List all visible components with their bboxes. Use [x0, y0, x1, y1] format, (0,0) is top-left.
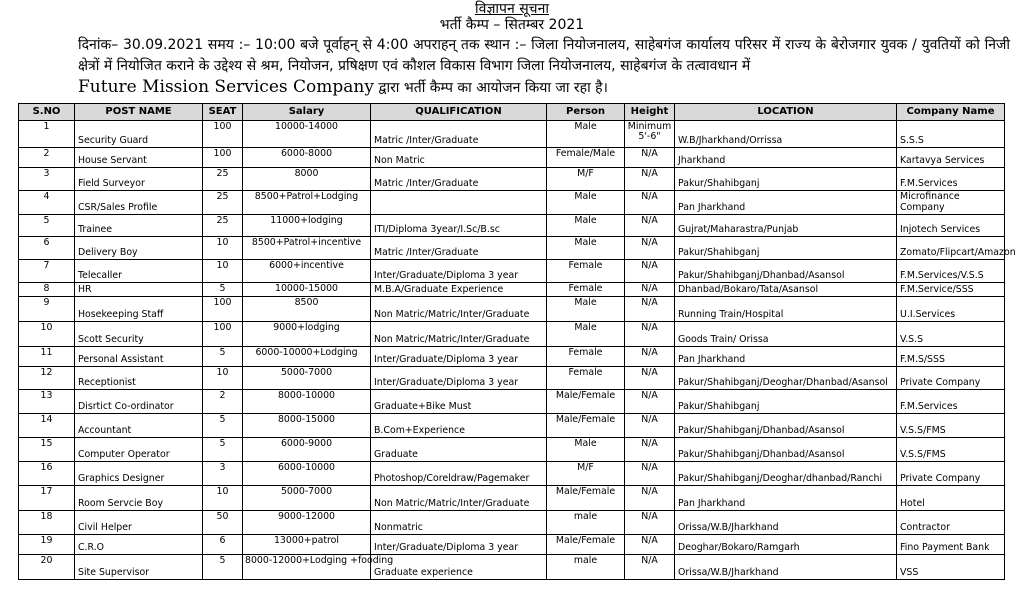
vacancy-table — [18, 103, 1016, 580]
table-row — [19, 555, 1005, 580]
cell-person: Male — [547, 121, 625, 148]
cell-sno: 11 — [19, 347, 75, 367]
cell-company-name: F.M.Service/SSS — [897, 283, 1005, 297]
cell-person: Female — [547, 283, 625, 297]
cell-location: W.B/Jharkhand/Orrissa — [675, 121, 897, 148]
header-qualification: QUALIFICATION — [371, 104, 547, 121]
cell-person: male — [547, 555, 625, 580]
table-row — [19, 297, 1005, 322]
cell-qualification: Matric /Inter/Graduate — [371, 121, 547, 148]
cell-height: N/A — [625, 555, 675, 580]
notice-header — [0, 0, 1024, 34]
cell-qualification: Graduate+Bike Must — [371, 390, 547, 414]
cell-company-name: V.S.S/FMS — [897, 414, 1005, 438]
cell-location: Pan Jharkhand — [675, 486, 897, 511]
cell-post-name: Scott Security — [75, 322, 203, 347]
cell-salary: 6000-10000 — [243, 462, 371, 486]
table-row — [19, 535, 1005, 555]
cell-location: Jharkhand — [675, 148, 897, 168]
cell-location: Pan Jharkhand — [675, 347, 897, 367]
cell-sno: 10 — [19, 322, 75, 347]
cell-sno: 6 — [19, 237, 75, 260]
cell-salary: 5000-7000 — [243, 486, 371, 511]
cell-seat: 25 — [203, 215, 243, 237]
cell-location: Pakur/Shahibganj/Dhanbad/Asansol — [675, 414, 897, 438]
cell-location: Dhanbad/Bokaro/Tata/Asansol — [675, 283, 897, 297]
paragraph-text: दिनांक– 30.09.2021 समय :– 10:00 बजे पूर्वाहन् से 4:00 अपराहन् तक स्थान :– जिला नियोजनालय, साहेबगंज कार्यालय परिसर में राज्य के बेरोजगार युवक / युवतियों को निजी क्षेत्रों में नियोजित कराने के उद्देश्य से श्रम, नियोजन, प्रषिक्षण एवं कौशल विकास विभाग जिला नियोजनालय, साहेबगंज के तत्वावधान में — [78, 37, 1010, 74]
cell-seat: 10 — [203, 486, 243, 511]
cell-sno: 20 — [19, 555, 75, 580]
cell-salary: 9000+lodging — [243, 322, 371, 347]
cell-salary: 8000 — [243, 168, 371, 191]
cell-qualification: Nonmatric — [371, 511, 547, 535]
cell-height: N/A — [625, 283, 675, 297]
cell-height: N/A — [625, 237, 675, 260]
cell-person: Female/Male — [547, 148, 625, 168]
cell-person: Male — [547, 438, 625, 462]
cell-sno: 3 — [19, 168, 75, 191]
company-name: Future Mission Services Company — [78, 77, 374, 97]
cell-person: Female — [547, 367, 625, 390]
cell-height: N/A — [625, 148, 675, 168]
cell-location: Deoghar/Bokaro/Ramgarh — [675, 535, 897, 555]
cell-seat: 5 — [203, 283, 243, 297]
cell-seat: 10 — [203, 367, 243, 390]
cell-company-name: VSS — [897, 555, 1005, 580]
cell-sno: 17 — [19, 486, 75, 511]
cell-height: Minimum 5'-6" — [625, 121, 675, 148]
cell-seat: 3 — [203, 462, 243, 486]
cell-sno: 19 — [19, 535, 75, 555]
cell-sno: 2 — [19, 148, 75, 168]
table-row — [19, 511, 1005, 535]
cell-company-name: Private Company — [897, 462, 1005, 486]
cell-sno: 14 — [19, 414, 75, 438]
cell-person: Male/Female — [547, 486, 625, 511]
header-person: Person — [547, 104, 625, 121]
cell-location: Orissa/W.B/Jharkhand — [675, 511, 897, 535]
cell-height: N/A — [625, 414, 675, 438]
cell-qualification: Graduate — [371, 438, 547, 462]
cell-location: Pakur/Shahibganj — [675, 168, 897, 191]
table-row — [19, 486, 1005, 511]
paragraph-tail: द्वारा भर्ती कैम्प का आयोजन किया जा रहा है। — [373, 80, 608, 96]
cell-salary: 5000-7000 — [243, 367, 371, 390]
table-row — [19, 168, 1005, 191]
cell-height: N/A — [625, 347, 675, 367]
cell-qualification: Photoshop/Coreldraw/Pagemaker — [371, 462, 547, 486]
cell-person: Male — [547, 191, 625, 215]
cell-qualification: Matric /Inter/Graduate — [371, 237, 547, 260]
notice-paragraph — [0, 35, 1024, 99]
cell-qualification — [371, 191, 547, 215]
header-location: LOCATION — [675, 104, 897, 121]
cell-qualification: Graduate experience — [371, 555, 547, 580]
cell-qualification: Non Matric — [371, 148, 547, 168]
cell-salary: 8000-12000+Lodging +fooding — [243, 555, 371, 580]
cell-qualification: Non Matric/Matric/Inter/Graduate — [371, 297, 547, 322]
cell-location: Orissa/W.B/Jharkhand — [675, 555, 897, 580]
cell-seat: 5 — [203, 555, 243, 580]
cell-sno: 13 — [19, 390, 75, 414]
cell-location: Pakur/Shahibganj — [675, 237, 897, 260]
cell-sno: 5 — [19, 215, 75, 237]
cell-salary: 8500 — [243, 297, 371, 322]
cell-qualification: ITI/Diploma 3year/I.Sc/B.sc — [371, 215, 547, 237]
cell-sno: 16 — [19, 462, 75, 486]
table-row — [19, 347, 1005, 367]
cell-qualification: Inter/Graduate/Diploma 3 year — [371, 367, 547, 390]
cell-location: Pakur/Shahibganj — [675, 390, 897, 414]
cell-post-name: Accountant — [75, 414, 203, 438]
cell-post-name: House Servant — [75, 148, 203, 168]
table-header-row — [19, 104, 1005, 121]
cell-height: N/A — [625, 511, 675, 535]
table-row — [19, 148, 1005, 168]
cell-person: M/F — [547, 168, 625, 191]
cell-seat: 100 — [203, 148, 243, 168]
table-row — [19, 191, 1005, 215]
cell-location: Pakur/Shahibganj/Dhanbad/Asansol — [675, 260, 897, 283]
cell-salary: 6000+incentive — [243, 260, 371, 283]
cell-company-name: V.S.S/FMS — [897, 438, 1005, 462]
cell-height: N/A — [625, 438, 675, 462]
cell-salary: 8000-15000 — [243, 414, 371, 438]
cell-post-name: Civil Helper — [75, 511, 203, 535]
cell-qualification: Inter/Graduate/Diploma 3 year — [371, 347, 547, 367]
cell-qualification: Non Matric/Matric/Inter/Graduate — [371, 322, 547, 347]
table-body — [19, 121, 1016, 580]
cell-qualification: Non Matric/Matric/Inter/Graduate — [371, 486, 547, 511]
cell-sno: 7 — [19, 260, 75, 283]
table-row — [19, 260, 1005, 283]
cell-company-name: Zomato/Flipcart/Amazon — [897, 237, 1005, 260]
cell-post-name: Computer Operator — [75, 438, 203, 462]
header-salary: Salary — [243, 104, 371, 121]
cell-location: Pakur/Shahibganj/Deoghar/dhanbad/Ranchi — [675, 462, 897, 486]
cell-location: Goods Train/ Orissa — [675, 322, 897, 347]
cell-salary: 9000-12000 — [243, 511, 371, 535]
cell-location: Gujrat/Maharastra/Punjab — [675, 215, 897, 237]
cell-salary: 10000-14000 — [243, 121, 371, 148]
table-row — [19, 438, 1005, 462]
cell-location: Pan Jharkhand — [675, 191, 897, 215]
cell-location: Pakur/Shahibganj/Dhanbad/Asansol — [675, 438, 897, 462]
cell-height: N/A — [625, 297, 675, 322]
cell-person: Female — [547, 260, 625, 283]
cell-company-name: S.S.S — [897, 121, 1005, 148]
cell-salary: 11000+lodging — [243, 215, 371, 237]
cell-seat: 25 — [203, 168, 243, 191]
cell-post-name: HR — [75, 283, 203, 297]
cell-qualification: Matric /Inter/Graduate — [371, 168, 547, 191]
notice-subtitle: भर्ती कैम्प – सितम्बर 2021 — [439, 17, 585, 33]
cell-post-name: Security Guard — [75, 121, 203, 148]
cell-salary: 6000-8000 — [243, 148, 371, 168]
cell-post-name: Trainee — [75, 215, 203, 237]
cell-person: Male/Female — [547, 390, 625, 414]
cell-seat: 5 — [203, 414, 243, 438]
table-row — [19, 283, 1005, 297]
table-row — [19, 462, 1005, 486]
cell-salary: 13000+patrol — [243, 535, 371, 555]
table-row — [19, 237, 1005, 260]
cell-height: N/A — [625, 260, 675, 283]
cell-qualification: Inter/Graduate/Diploma 3 year — [371, 260, 547, 283]
cell-sno: 8 — [19, 283, 75, 297]
header-post-name: POST NAME — [75, 104, 203, 121]
cell-height: N/A — [625, 390, 675, 414]
header-sno: S.NO — [19, 104, 75, 121]
cell-post-name: C.R.O — [75, 535, 203, 555]
cell-seat: 10 — [203, 260, 243, 283]
cell-person: Male/Female — [547, 414, 625, 438]
table-row — [19, 121, 1005, 148]
cell-company-name: Injotech Services — [897, 215, 1005, 237]
cell-person: Male — [547, 297, 625, 322]
cell-salary: 10000-15000 — [243, 283, 371, 297]
cell-salary: 8500+Patrol+incentive — [243, 237, 371, 260]
cell-qualification: B.Com+Experience — [371, 414, 547, 438]
cell-seat: 2 — [203, 390, 243, 414]
cell-height: N/A — [625, 168, 675, 191]
cell-person: Male — [547, 322, 625, 347]
cell-company-name: Contractor — [897, 511, 1005, 535]
notice-title: विज्ञापन सूचना — [475, 1, 549, 17]
cell-qualification: M.B.A/Graduate Experience — [371, 283, 547, 297]
cell-company-name: F.M.Services — [897, 390, 1005, 414]
cell-company-name: Private Company — [897, 367, 1005, 390]
cell-height: N/A — [625, 535, 675, 555]
header-seat: SEAT — [203, 104, 243, 121]
cell-seat: 100 — [203, 297, 243, 322]
cell-person: Male — [547, 215, 625, 237]
cell-post-name: Receptionist — [75, 367, 203, 390]
cell-company-name: V.S.S — [897, 322, 1005, 347]
cell-qualification: Inter/Graduate/Diploma 3 year — [371, 535, 547, 555]
cell-seat: 5 — [203, 347, 243, 367]
cell-post-name: Field Surveyor — [75, 168, 203, 191]
cell-sno: 12 — [19, 367, 75, 390]
cell-company-name: F.M.Services — [897, 168, 1005, 191]
cell-company-name: Hotel — [897, 486, 1005, 511]
table-row — [19, 215, 1005, 237]
cell-post-name: Room Servcie Boy — [75, 486, 203, 511]
cell-salary: 6000-10000+Lodging — [243, 347, 371, 367]
cell-person: male — [547, 511, 625, 535]
cell-sno: 1 — [19, 121, 75, 148]
table-row — [19, 322, 1005, 347]
cell-seat: 100 — [203, 322, 243, 347]
cell-salary: 6000-9000 — [243, 438, 371, 462]
cell-height: N/A — [625, 486, 675, 511]
cell-company-name: U.I.Services — [897, 297, 1005, 322]
cell-company-name: F.M.S/SSS — [897, 347, 1005, 367]
cell-company-name: Kartavya Services — [897, 148, 1005, 168]
cell-seat: 6 — [203, 535, 243, 555]
cell-location: Running Train/Hospital — [675, 297, 897, 322]
cell-seat: 50 — [203, 511, 243, 535]
cell-height: N/A — [625, 462, 675, 486]
cell-salary: 8000-10000 — [243, 390, 371, 414]
cell-person: M/F — [547, 462, 625, 486]
cell-salary: 8500+Patrol+Lodging — [243, 191, 371, 215]
table-row — [19, 367, 1005, 390]
cell-sno: 15 — [19, 438, 75, 462]
cell-height: N/A — [625, 191, 675, 215]
table-row — [19, 414, 1005, 438]
table-row — [19, 390, 1005, 414]
cell-seat: 10 — [203, 237, 243, 260]
cell-post-name: Graphics Designer — [75, 462, 203, 486]
cell-post-name: Telecaller — [75, 260, 203, 283]
cell-company-name: Microfinance Company — [897, 191, 1005, 215]
cell-sno: 18 — [19, 511, 75, 535]
cell-location: Pakur/Shahibganj/Deoghar/Dhanbad/Asansol — [675, 367, 897, 390]
cell-post-name: CSR/Sales Profile — [75, 191, 203, 215]
cell-person: Male — [547, 237, 625, 260]
cell-height: N/A — [625, 215, 675, 237]
cell-post-name: Personal Assistant — [75, 347, 203, 367]
cell-height: N/A — [625, 322, 675, 347]
cell-sno: 9 — [19, 297, 75, 322]
cell-seat: 25 — [203, 191, 243, 215]
cell-post-name: Site Supervisor — [75, 555, 203, 580]
header-height: Height — [625, 104, 675, 121]
cell-post-name: Hosekeeping Staff — [75, 297, 203, 322]
cell-sno: 4 — [19, 191, 75, 215]
cell-company-name: F.M.Services/V.S.S — [897, 260, 1005, 283]
cell-seat: 100 — [203, 121, 243, 148]
cell-post-name: Delivery Boy — [75, 237, 203, 260]
cell-post-name: Disrtict Co-ordinator — [75, 390, 203, 414]
header-company-name: Company Name — [897, 104, 1005, 121]
cell-company-name: Fino Payment Bank — [897, 535, 1005, 555]
cell-person: Male/Female — [547, 535, 625, 555]
cell-seat: 5 — [203, 438, 243, 462]
cell-person: Female — [547, 347, 625, 367]
cell-height: N/A — [625, 367, 675, 390]
